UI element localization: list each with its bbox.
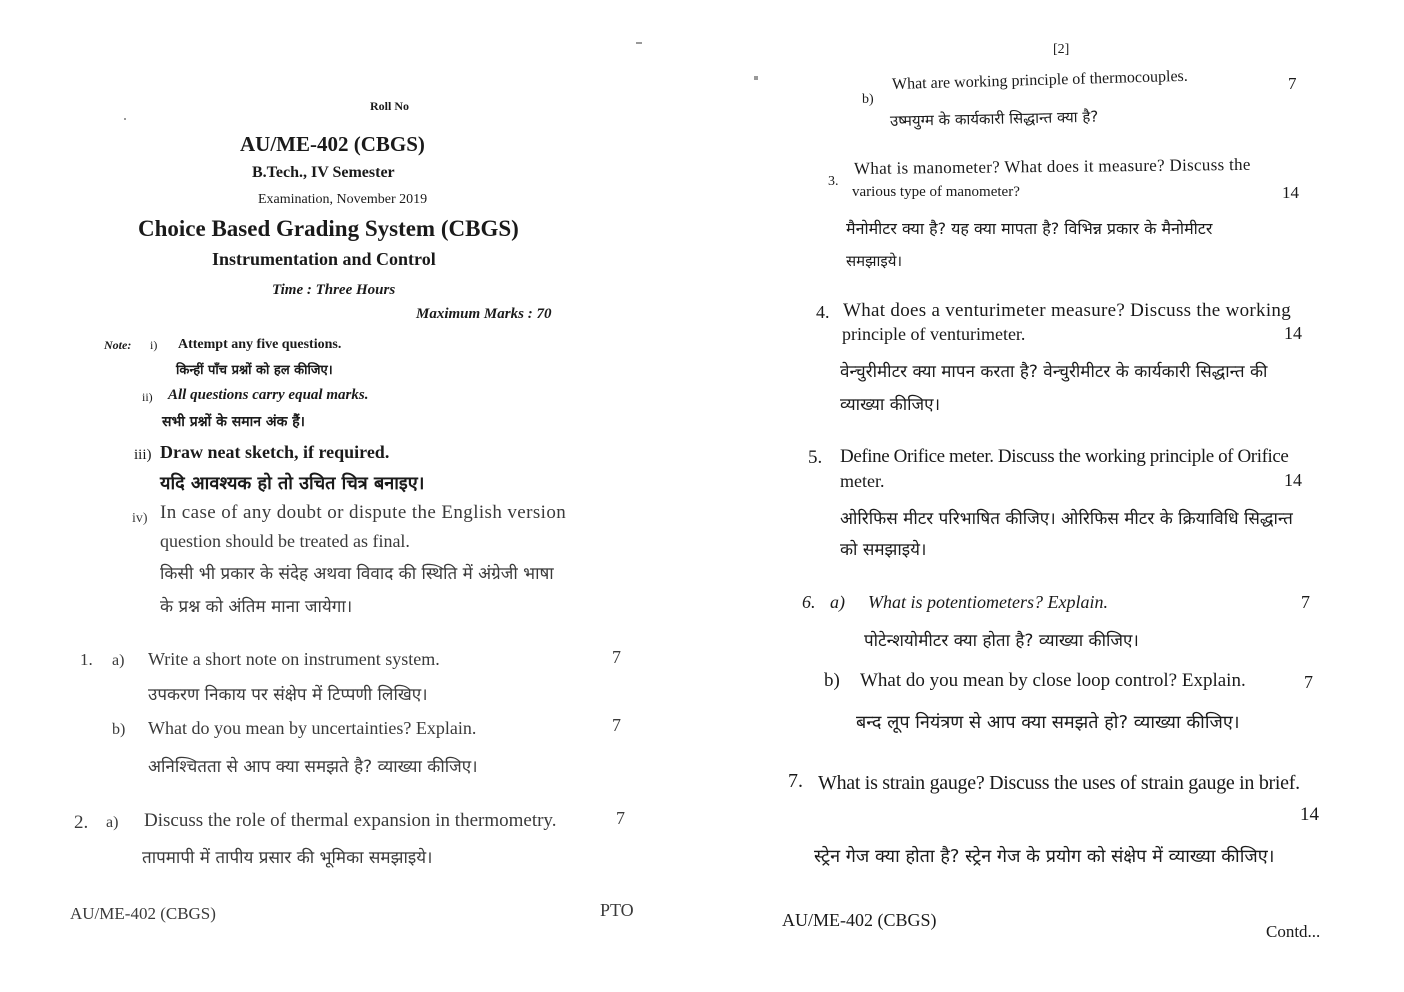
note-text-hi: के प्रश्न को अंतिम माना जायेगा। [160,597,353,617]
question-text-en: Discuss the role of thermal expansion in thermometry. [144,810,557,831]
scan-artifact [124,118,126,120]
question-text-hi: स्ट्रेन गेज क्या होता है? स्ट्रेन गेज के प्रयोग को संक्षेप में व्याख्या कीजिए। [814,846,1275,867]
question-text-en: What is potentiometers? Explain. [868,592,1108,612]
note-text-en: Draw neat sketch, if required. [160,442,390,462]
question-part: b) [824,670,840,691]
question-text-hi: को समझाइये। [840,540,927,560]
question-text-hi: वेन्चुरीमीटर क्या मापन करता है? वेन्चुरीमीटर के कार्यकारी सिद्धान्त की [840,362,1268,382]
footer-contd: Contd... [1266,922,1321,941]
question-text-hi: उपकरण निकाय पर संक्षेप में टिप्पणी लिखिए। [148,685,428,705]
exam-page-2 [700,0,1404,992]
paper-code: AU/ME-402 (CBGS) [240,132,425,156]
question-part: a) [106,814,119,831]
question-text-en: principle of venturimeter. [842,324,1026,344]
note-label: Note: [104,338,132,352]
scan-artifact [754,76,758,80]
note-text-en: In case of any doubt or dispute the English version [160,502,567,523]
exam-page-1 [0,0,700,992]
question-marks: 14 [1284,323,1302,343]
question-text-en: What is manometer? What does it measure? Discuss the [853,154,1251,178]
exam-date: Examination, November 2019 [258,192,428,207]
question-text-en: What do you mean by close loop control? Explain. [860,670,1246,691]
time-allowed: Time : Three Hours [272,282,396,298]
footer-paper-code: AU/ME-402 (CBGS) [70,904,216,923]
note-number: ii) [142,390,153,404]
grading-scheme: Choice Based Grading System (CBGS) [138,216,519,241]
question-text-hi: मैनोमीटर क्या है? यह क्या मापता है? विभिन्न प्रकार के मैनोमीटर [846,219,1213,238]
question-text-en: What does a venturimeter measure? Discuss the working [843,300,1292,321]
question-text-hi: उष्मयुग्म के कार्यकारी सिद्धान्त क्या है? [889,107,1099,130]
note-text-hi: सभी प्रश्नों के समान अंक हैं। [162,414,305,430]
maximum-marks: Maximum Marks : 70 [416,306,552,322]
question-number: 5. [808,447,823,468]
question-text-en: meter. [840,471,885,491]
question-number: 2. [74,812,89,833]
question-part: b) [862,92,874,107]
question-text-hi: व्याख्या कीजिए। [840,395,941,415]
question-text-en: What is strain gauge? Discuss the uses of strain gauge in brief. [818,772,1300,794]
question-text-en: What do you mean by uncertainties? Explain. [148,718,477,738]
question-marks: 14 [1300,804,1319,825]
note-text-en: All questions carry equal marks. [168,387,369,403]
question-number: 1. [80,650,93,669]
question-marks: 14 [1282,183,1299,202]
question-marks: 7 [1288,74,1297,93]
question-part: a) [112,652,125,669]
question-number: 7. [788,770,803,792]
note-text-en: question should be treated as final. [160,531,410,551]
question-number: 3. [828,174,839,189]
question-number: 6. [802,592,816,612]
question-text-hi: समझाइये। [846,252,903,270]
question-part: a) [830,592,845,612]
question-text-hi: तापमापी में तापीय प्रसार की भूमिका समझाइये। [142,848,433,868]
question-marks: 7 [616,808,625,828]
question-text-en: various type of manometer? [852,184,1020,200]
question-marks: 7 [1304,672,1313,692]
question-marks: 7 [1301,592,1310,612]
subject-title: Instrumentation and Control [212,249,436,269]
question-part: b) [112,721,126,738]
note-text-hi: यदि आवश्यक हो तो उचित चित्र बनाइए। [160,473,425,494]
question-text-hi: पोटेन्शयोमीटर क्या होता है? व्याख्या कीजिए। [864,631,1139,651]
roll-no-label: Roll No [370,99,409,113]
question-marks: 14 [1284,470,1302,490]
footer-pto: PTO [600,900,634,920]
note-text-hi: किन्हीं पाँच प्रश्नों को हल कीजिए। [176,363,333,378]
note-text-en: Attempt any five questions. [178,337,342,352]
course-title: B.Tech., IV Semester [252,164,395,181]
page-number: [2] [1053,42,1070,57]
question-marks: 7 [612,715,621,735]
question-number: 4. [816,302,830,322]
note-number: i) [150,338,158,352]
question-text-hi: बन्द लूप नियंत्रण से आप क्या समझते हो? व्याख्या कीजिए। [856,712,1240,733]
question-marks: 7 [612,647,621,667]
question-text-hi: ओरिफिस मीटर परिभाषित कीजिए। ओरिफिस मीटर के क्रियाविधि सिद्धान्त [840,509,1293,529]
note-number: iv) [132,511,148,526]
question-text-en: What are working principle of thermocouples. [891,67,1189,93]
question-text-hi: अनिश्चितता से आप क्या समझते है? व्याख्या कीजिए। [148,757,478,777]
footer-paper-code: AU/ME-402 (CBGS) [782,910,937,930]
note-text-hi: किसी भी प्रकार के संदेह अथवा विवाद की स्थिति में अंग्रेजी भाषा [160,564,554,584]
note-number: iii) [134,447,152,463]
question-text-en: Write a short note on instrument system. [148,649,440,669]
question-text-en: Define Orifice meter. Discuss the working principle of Orifice [840,446,1289,467]
scan-artifact [636,42,642,44]
